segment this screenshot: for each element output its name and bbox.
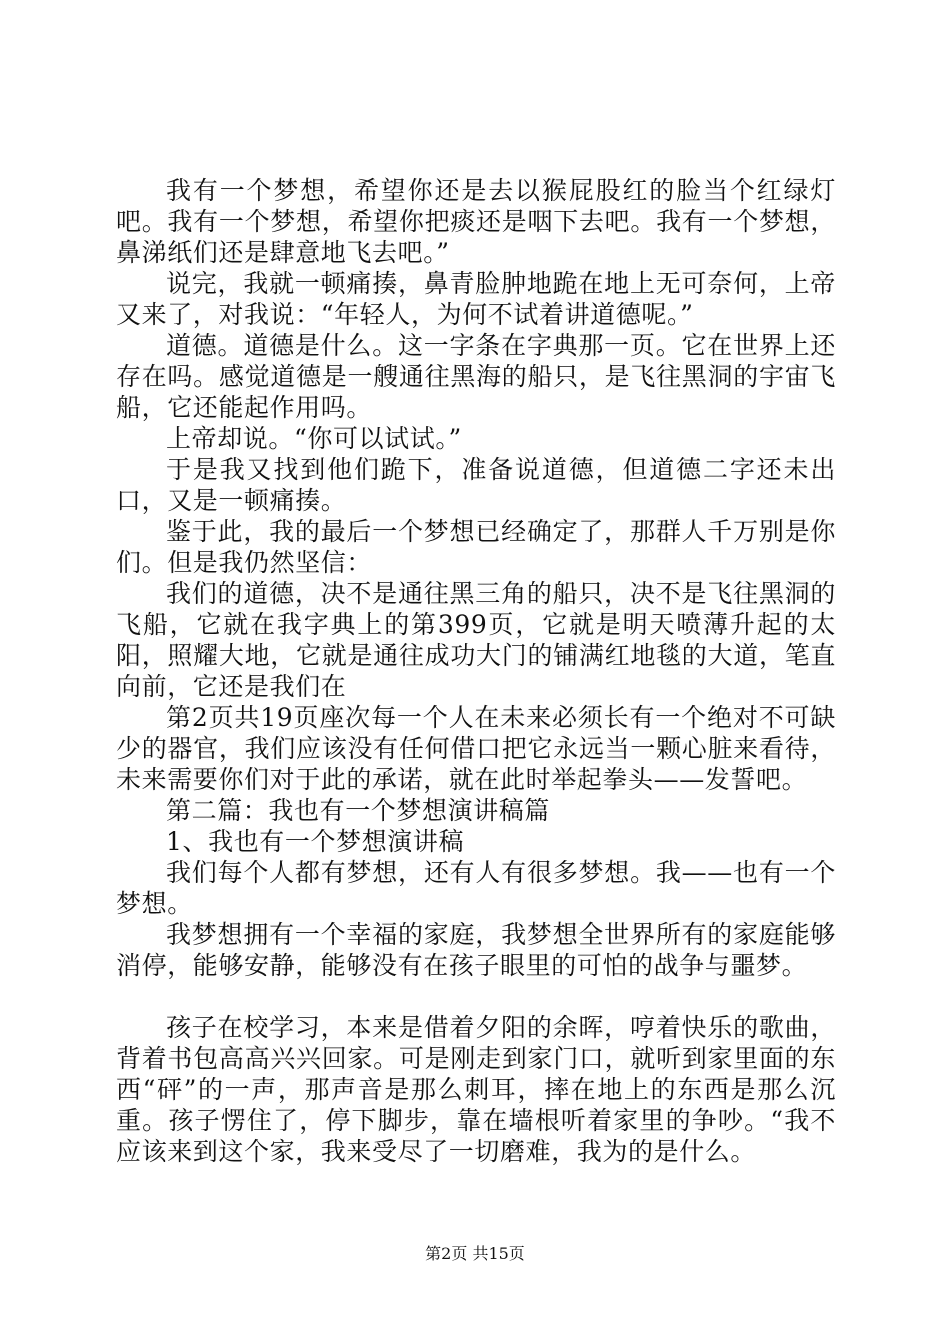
paragraph: 道德。道德是什么。这一字条在字典那一页。它在世界上还存在吗。感觉道德是一艘通往黑海的船只，是飞往黑洞的宇宙飞船，它还能起作用吗。 (116, 331, 836, 422)
section-heading: 第二篇：我也有一个梦想演讲稿篇 (166, 796, 551, 825)
document-body (116, 175, 836, 1167)
subsection-heading: 1、我也有一个梦想演讲稿 (166, 827, 465, 856)
paragraph: 我有一个梦想，希望你还是去以猴屁股红的脸当个红绿灯吧。我有一个梦想，希望你把痰还是咽下去吧。我有一个梦想，鼻涕纸们还是肆意地飞去吧。” (116, 176, 836, 267)
page-footer (0, 1244, 950, 1264)
page-number: 第2页 共15页 (425, 1244, 525, 1263)
paragraph: 说完，我就一顿痛揍，鼻青脸肿地跪在地上无可奈何，上帝又来了，对我说：“年轻人，为何不试着讲道德呢。” (116, 269, 836, 329)
paragraph: 我梦想拥有一个幸福的家庭，我梦想全世界所有的家庭能够消停，能够安静，能够没有在孩子眼里的可怕的战争与噩梦。 (116, 920, 836, 980)
paragraph: 上帝却说。“你可以试试。” (166, 424, 462, 453)
paragraph: 孩子在校学习，本来是借着夕阳的余晖，哼着快乐的歌曲，背着书包高高兴兴回家。可是刚走到家门口，就听到家里面的东西“砰”的一声，那声音是那么刺耳，摔在地上的东西是那么沉重。孩子愣住了，停下脚步，靠在墙根听着家里的争吵。“我不应该来到这个家，我来受尽了一切磨难，我为的是什么。 (116, 1013, 836, 1166)
paragraph: 我们的道德，决不是通往黑三角的船只，决不是飞往黑洞的飞船，它就在我字典上的第399页，它就是明天喷薄升起的太阳，照耀大地，它就是通往成功大门的铺满红地毯的大道，笔直向前，它还是我们在 (116, 579, 836, 701)
paragraph: 第2页共19页座次每一个人在未来必须长有一个绝对不可缺少的器官，我们应该没有任何借口把它永远当一颗心脏来看待，未来需要你们对于此的承诺，就在此时举起拳头——发誓吧。 (116, 703, 836, 794)
paragraph: 我们每个人都有梦想，还有人有很多梦想。我——也有一个梦想。 (116, 858, 836, 918)
paragraph: 鉴于此，我的最后一个梦想已经确定了，那群人千万别是你们。但是我仍然坚信： (116, 517, 836, 577)
paragraph: 于是我又找到他们跪下，准备说道德，但道德二字还未出口，又是一顿痛揍。 (116, 455, 836, 515)
